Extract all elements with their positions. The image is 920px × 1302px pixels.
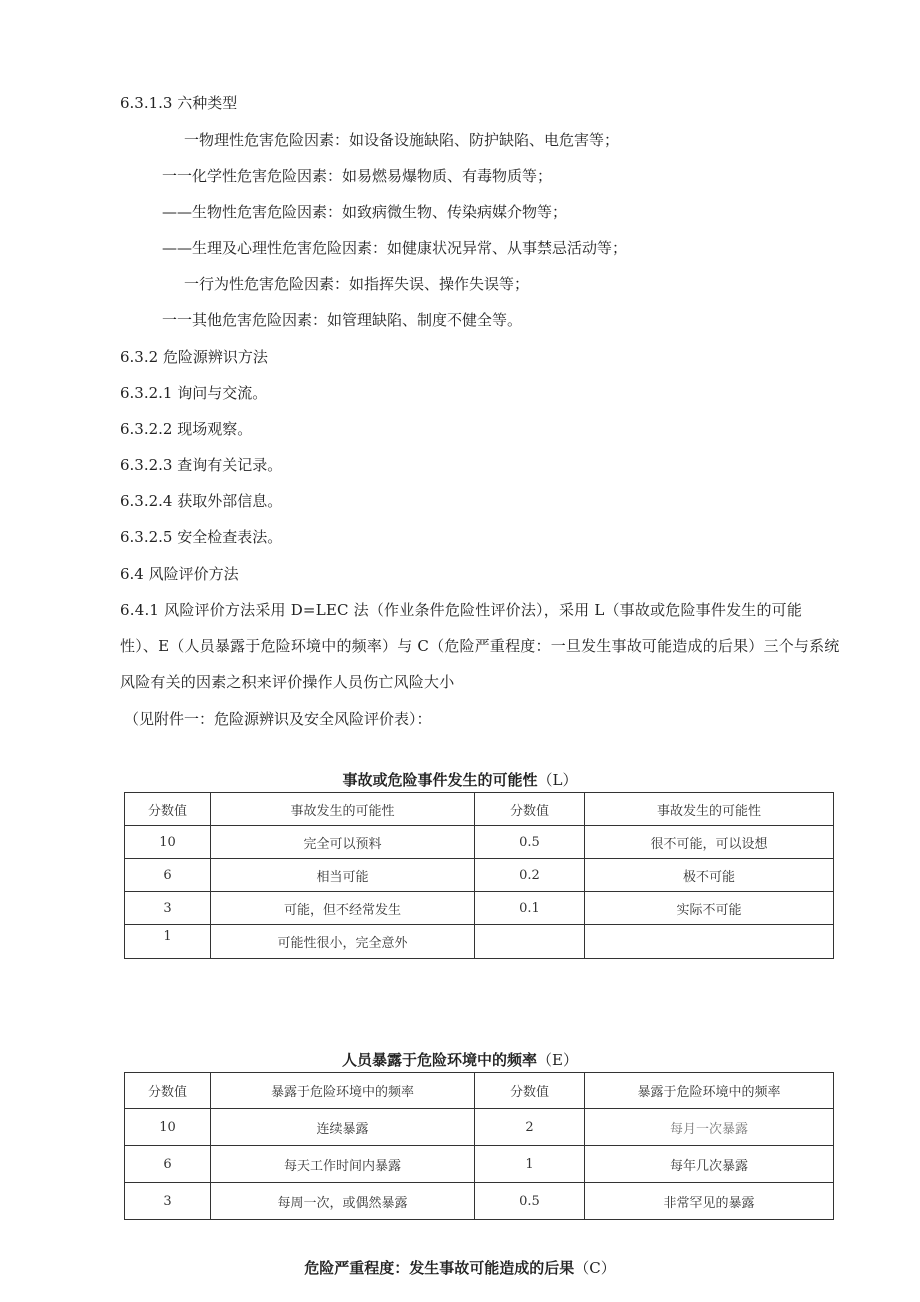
table-row bbox=[125, 1109, 834, 1146]
section-6313-heading: 6.3.1.3 六种类型 bbox=[120, 94, 238, 112]
table-header-row bbox=[125, 793, 834, 826]
table-cell: 0.1 bbox=[475, 892, 585, 925]
table-row bbox=[125, 826, 834, 859]
table-cell: 1 bbox=[475, 1146, 585, 1183]
table-e-symbol: （E） bbox=[537, 1051, 578, 1069]
header-cell: 分数值 bbox=[475, 1073, 585, 1109]
table-cell: 10 bbox=[125, 826, 211, 859]
hazard-type-biological: ——生物性危害危险因素：如致病微生物、传染病媒介物等； bbox=[162, 203, 568, 221]
section-64-heading: 6.4 风险评价方法 bbox=[120, 565, 239, 583]
table-row bbox=[125, 1183, 834, 1220]
method-item: 6.3.2.5 安全检查表法。 bbox=[120, 528, 283, 546]
table-header-row bbox=[125, 1073, 834, 1109]
table-cell: 10 bbox=[125, 1109, 211, 1146]
table-cell: 可能，但不经常发生 bbox=[211, 892, 475, 925]
table-cell: 每年几次暴露 bbox=[585, 1146, 834, 1183]
table-l-caption bbox=[0, 770, 920, 790]
table-cell: 0.5 bbox=[475, 1183, 585, 1220]
table-cell: 6 bbox=[125, 859, 211, 892]
table-cell: 0.5 bbox=[475, 826, 585, 859]
header-cell: 暴露于危险环境中的频率 bbox=[211, 1073, 475, 1109]
hazard-type-physiological: ——生理及心理性危害危险因素：如健康状况异常、从事禁忌活动等； bbox=[162, 239, 628, 257]
table-c-caption bbox=[0, 1258, 920, 1278]
table-cell: 极不可能 bbox=[585, 859, 834, 892]
table-l-symbol: （L） bbox=[537, 771, 578, 789]
table-c-title: 危险严重程度：发生事故可能造成的后果 bbox=[304, 1259, 575, 1277]
exposure-table bbox=[124, 1072, 834, 1220]
likelihood-table bbox=[124, 792, 834, 959]
table-cell: 2 bbox=[475, 1109, 585, 1146]
section-641-paragraph: 6.4.1 风险评价方法采用 D=LEC 法（作业条件危险性评价法），采用 L（事故或危险事件发生的可能性）、E（人员暴露于危险环境中的频率）与 C（危险严重程度：一旦发生事故可能造成的后果）三个与系统风险有关的因素之积来评价操作人员伤亡风险大小 bbox=[120, 601, 840, 691]
section-632-heading: 6.3.2 危险源辨识方法 bbox=[120, 348, 268, 366]
header-cell: 分数值 bbox=[475, 793, 585, 826]
method-item: 6.3.2.3 查询有关记录。 bbox=[120, 456, 283, 474]
table-cell: 3 bbox=[125, 892, 211, 925]
table-cell: 连续暴露 bbox=[211, 1109, 475, 1146]
method-item: 6.3.2.2 现场观察。 bbox=[120, 420, 253, 438]
table-cell: 非常罕见的暴露 bbox=[585, 1183, 834, 1220]
table-c-symbol: （C） bbox=[574, 1259, 616, 1277]
table-cell: 实际不可能 bbox=[585, 892, 834, 925]
header-cell: 暴露于危险环境中的频率 bbox=[585, 1073, 834, 1109]
hazard-type-other: 一一其他危害危险因素：如管理缺陷、制度不健全等。 bbox=[162, 311, 523, 329]
hazard-type-behavioral: 一行为性危害危险因素：如指挥失误、操作失误等； bbox=[184, 275, 530, 293]
table-cell: 每天工作时间内暴露 bbox=[211, 1146, 475, 1183]
method-item: 6.3.2.1 询问与交流。 bbox=[120, 384, 268, 402]
table-cell: 很不可能，可以设想 bbox=[585, 826, 834, 859]
table-l-title: 事故或危险事件发生的可能性 bbox=[342, 771, 538, 789]
header-cell: 分数值 bbox=[125, 793, 211, 826]
table-cell bbox=[475, 925, 585, 959]
hazard-type-physical: 一物理性危害危险因素：如设备设施缺陷、防护缺陷、电危害等； bbox=[184, 131, 620, 149]
table-cell: 1 bbox=[125, 925, 211, 959]
header-cell: 分数值 bbox=[125, 1073, 211, 1109]
table-e-caption bbox=[0, 1050, 920, 1070]
table-row bbox=[125, 1146, 834, 1183]
table-cell: 相当可能 bbox=[211, 859, 475, 892]
appendix-note: （见附件一：危险源辨识及安全风险评价表）： bbox=[124, 710, 432, 728]
table-cell: 完全可以预料 bbox=[211, 826, 475, 859]
table-cell: 可能性很小，完全意外 bbox=[211, 925, 475, 959]
hazard-type-chemical: 一一化学性危害危险因素：如易燃易爆物质、有毒物质等； bbox=[162, 167, 553, 185]
table-e-title: 人员暴露于危险环境中的频率 bbox=[342, 1051, 538, 1069]
table-cell: 每周一次，或偶然暴露 bbox=[211, 1183, 475, 1220]
table-cell: 3 bbox=[125, 1183, 211, 1220]
table-row bbox=[125, 859, 834, 892]
table-cell bbox=[585, 925, 834, 959]
header-cell: 事故发生的可能性 bbox=[211, 793, 475, 826]
table-row bbox=[125, 925, 834, 959]
table-row bbox=[125, 892, 834, 925]
table-cell: 6 bbox=[125, 1146, 211, 1183]
method-item: 6.3.2.4 获取外部信息。 bbox=[120, 492, 283, 510]
table-cell: 0.2 bbox=[475, 859, 585, 892]
header-cell: 事故发生的可能性 bbox=[585, 793, 834, 826]
table-cell: 每月一次暴露 bbox=[585, 1109, 834, 1146]
